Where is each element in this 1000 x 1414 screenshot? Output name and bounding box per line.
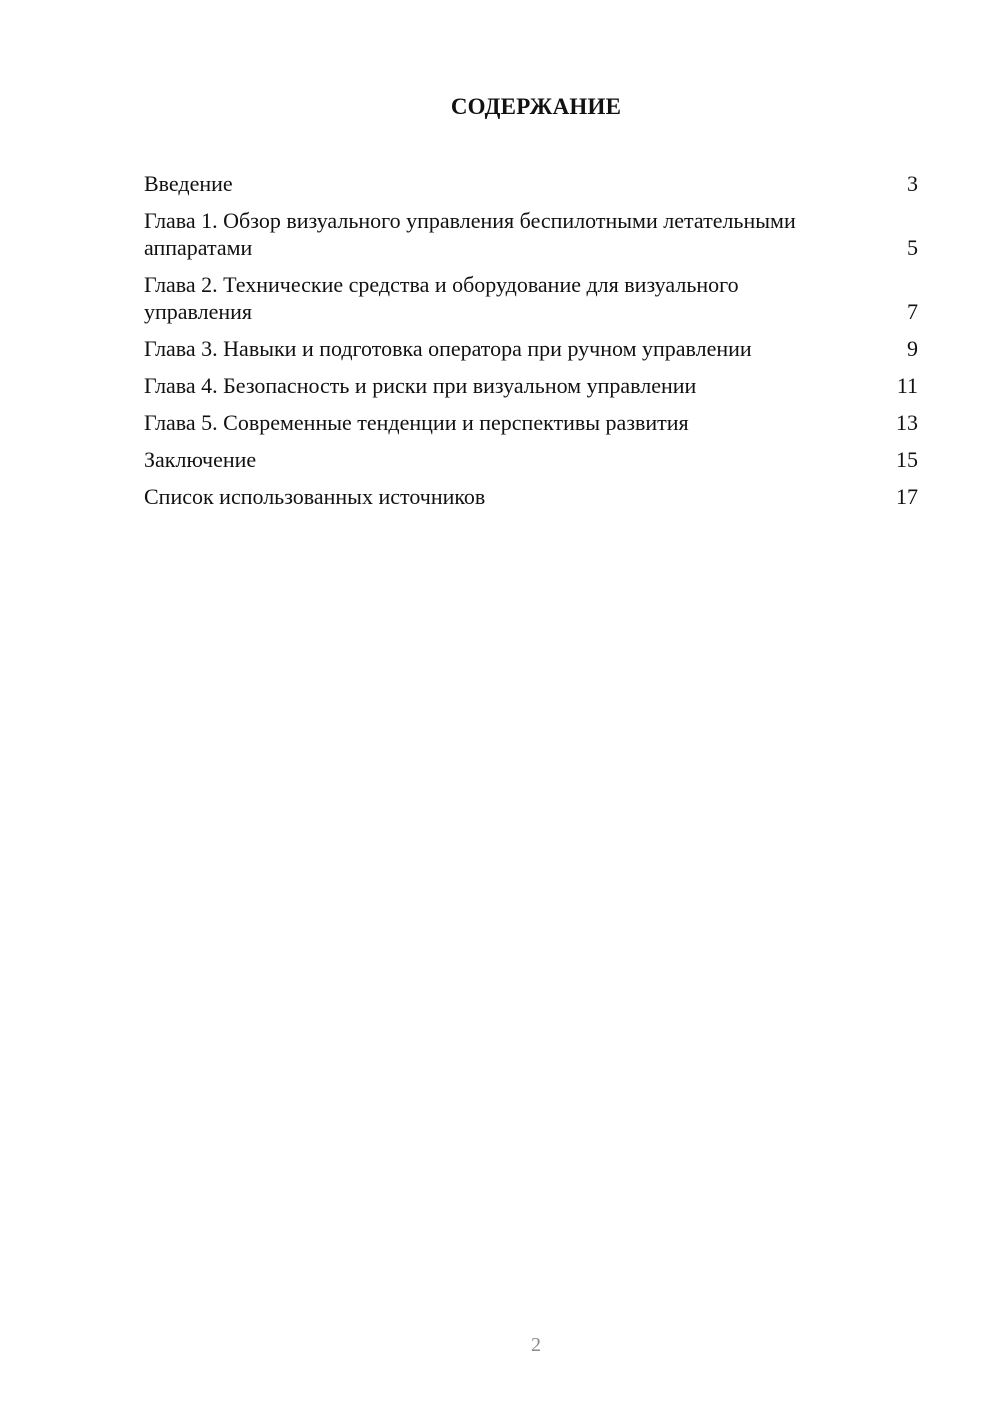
toc-entry-chapter-4[interactable] — [144, 372, 918, 399]
toc-entry-chapter-2[interactable] — [144, 271, 918, 325]
toc-entry-title: Введение — [144, 171, 233, 196]
toc-entry-page: 17 — [896, 484, 918, 509]
toc-entry-chapter-3[interactable] — [144, 335, 918, 362]
toc-entry-title: Заключение — [144, 447, 257, 472]
toc-entry-title: Глава 4. Безопасность и риски при визуальном управлении — [144, 373, 697, 398]
toc-entry-page: 11 — [896, 373, 918, 398]
toc-entry-title: Глава 5. Современные тенденции и перспективы развития — [144, 410, 689, 435]
toc-entry-conclusion[interactable] — [144, 446, 918, 473]
page-title: СОДЕРЖАНИЕ — [450, 94, 622, 119]
toc-entry-title: Глава 1. Обзор визуального управления беспилотными летательными аппаратами — [144, 208, 796, 260]
toc-entry-title: Глава 3. Навыки и подготовка оператора при ручном управлении — [144, 336, 752, 361]
toc-entry-page: 15 — [896, 447, 918, 472]
toc-entry-page: 13 — [896, 410, 918, 435]
toc-entry-title: Список использованных источников — [144, 484, 486, 509]
toc-entry-page: 3 — [907, 171, 918, 196]
toc-entry-chapter-1[interactable] — [144, 207, 918, 261]
toc-entry-page: 7 — [907, 299, 918, 324]
toc-entry-page: 9 — [907, 336, 918, 361]
page-number: 2 — [531, 1334, 541, 1356]
toc-entry-introduction[interactable] — [144, 170, 918, 197]
toc-entry-chapter-5[interactable] — [144, 409, 918, 436]
toc-entry-title: Глава 2. Технические средства и оборудование для визуального управления — [144, 272, 739, 324]
toc-entry-references[interactable] — [144, 483, 918, 510]
table-of-contents — [144, 170, 918, 520]
toc-entry-page: 5 — [907, 235, 918, 260]
